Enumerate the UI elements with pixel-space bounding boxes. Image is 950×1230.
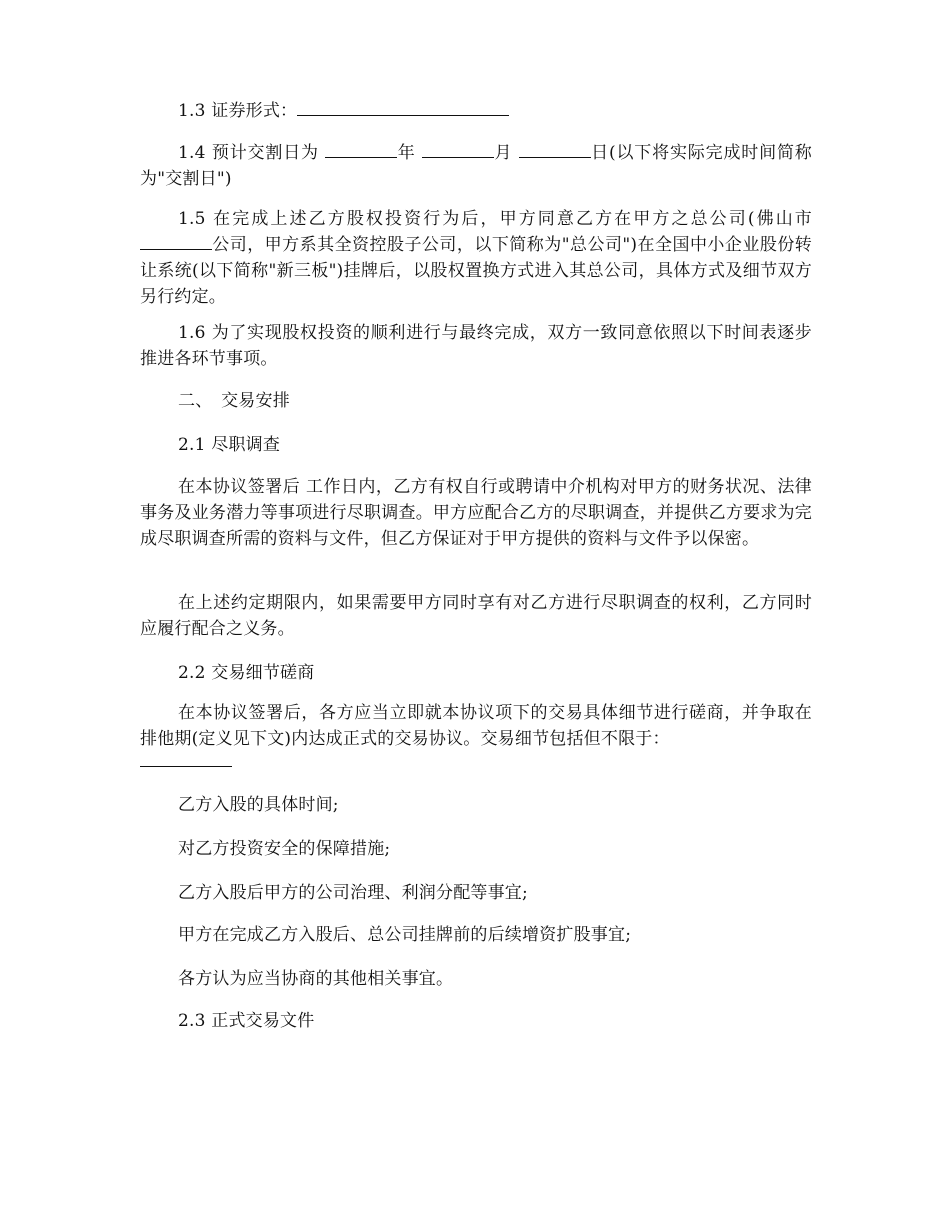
year-label: 年 bbox=[397, 143, 422, 163]
clause-1-4-prefix: 1.4 预计交割日为 bbox=[178, 143, 326, 163]
clause-2-1-paragraph-b: 在上述约定期限内，如果需要甲方同时享有对乙方进行尽职调查的权利，乙方同时应履行配合之义务。 bbox=[140, 593, 812, 639]
clause-1-5-part2: 公司，甲方系其全资控股子公司，以下简称为"总公司")在全国中小企业股份转让系统(以下简称"新三板")挂牌后，以股权置换方式进入其总公司，具体方式及细节双方另行约定。 bbox=[140, 235, 812, 307]
securities-form-blank bbox=[297, 99, 509, 116]
clause-1-4 bbox=[140, 140, 812, 192]
clause-1-6: 1.6 为了实现股权投资的顺利进行与最终完成，双方一致同意依照以下时间表逐步推进各环节事项。 bbox=[140, 323, 812, 369]
year-blank bbox=[325, 141, 397, 158]
clause-2-2-paragraph: 在本协议签署后，各方应当立即就本协议项下的交易具体细节进行磋商，并争取在排他期(定义见下文)内达成正式的交易协议。交易细节包括但不限于： bbox=[140, 703, 812, 749]
clause-1-5 bbox=[140, 206, 812, 310]
clause-1-3-text: 1.3 证券形式： bbox=[178, 101, 298, 121]
month-blank bbox=[422, 141, 494, 158]
separator-blank bbox=[140, 766, 232, 767]
clause-2-3-heading: 2.3 正式交易文件 bbox=[178, 1011, 315, 1031]
list-item: 甲方在完成乙方入股后、总公司挂牌前的后续增资扩股事宜; bbox=[178, 925, 632, 945]
list-item: 各方认为应当协商的其他相关事宜。 bbox=[178, 969, 454, 989]
company-name-blank bbox=[140, 233, 212, 250]
clause-2-2-heading: 2.2 交易细节磋商 bbox=[178, 663, 315, 683]
day-blank bbox=[519, 141, 591, 158]
clause-2-1-paragraph-a: 在本协议签署后 工作日内，乙方有权自行或聘请中介机构对甲方的财务状况、法律事务及业务潜力等事项进行尽职调查。甲方应配合乙方的尽职调查，并提供乙方要求为完成尽职调查所需的资料与文件，但乙方保证对于甲方提供的资料与文件予以保密。 bbox=[140, 477, 812, 549]
month-label: 月 bbox=[493, 143, 519, 163]
clause-2-1-heading: 2.1 尽职调查 bbox=[178, 435, 281, 455]
list-item: 乙方入股的具体时间; bbox=[178, 795, 339, 815]
day-label: 日(以下将实际完成时间简称为"交割日") bbox=[140, 143, 812, 189]
list-item: 对乙方投资安全的保障措施; bbox=[178, 839, 391, 859]
clause-1-3 bbox=[178, 98, 812, 124]
clause-1-5-part1: 1.5 在完成上述乙方股权投资行为后，甲方同意乙方在甲方之总公司(佛山市 bbox=[178, 209, 812, 229]
list-item: 乙方入股后甲方的公司治理、利润分配等事宜; bbox=[178, 883, 528, 903]
section-2-heading: 二、 交易安排 bbox=[178, 391, 290, 411]
